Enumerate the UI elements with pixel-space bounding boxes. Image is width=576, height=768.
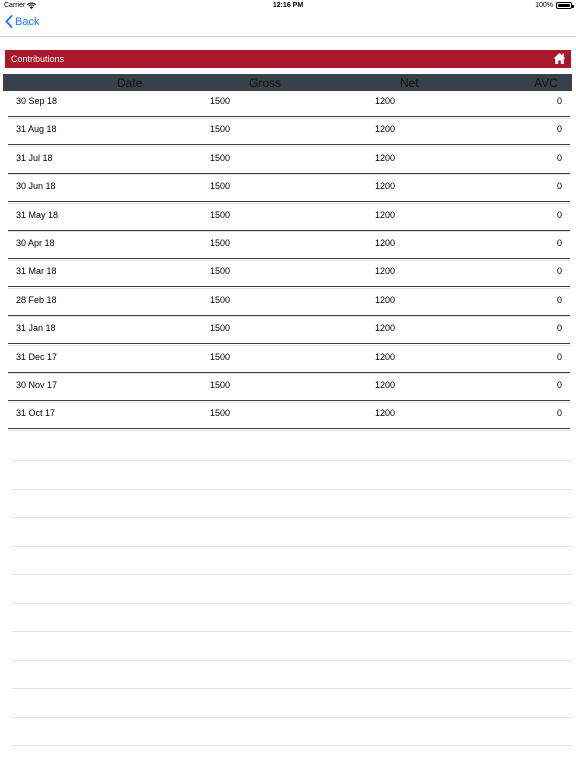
cell-date: 31 Aug 18	[16, 124, 57, 135]
cell-avc: 0	[557, 380, 563, 390]
empty-row-divider	[12, 574, 572, 575]
back-label: Back	[15, 15, 40, 28]
back-button[interactable]	[5, 15, 39, 28]
cell-net: 1200	[375, 323, 396, 334]
cell-avc: 0	[557, 351, 563, 362]
home-icon[interactable]	[553, 52, 566, 65]
cell-date: 31 Jan 18	[16, 323, 56, 334]
status-bar	[0, 0, 576, 12]
cell-date: 31 Jul 18	[16, 152, 53, 163]
column-header-avc: AVC	[534, 76, 558, 90]
contributions-banner	[5, 50, 571, 68]
cell-avc: 0	[557, 294, 563, 305]
empty-row-divider	[12, 688, 572, 689]
cell-gross: 1500	[210, 238, 231, 248]
cell-gross: 1500	[210, 323, 231, 334]
table-row[interactable]	[0, 230, 576, 258]
empty-row-divider	[12, 489, 572, 490]
cell-net: 1200	[375, 209, 396, 220]
table-row[interactable]	[0, 202, 576, 230]
empty-row-divider	[12, 460, 572, 461]
cell-date: 31 Mar 18	[16, 266, 57, 277]
cell-gross: 1500	[210, 209, 231, 220]
cell-date: 31 Oct 17	[16, 408, 56, 419]
cell-gross: 1500	[210, 152, 231, 163]
table-row[interactable]	[0, 344, 576, 372]
cell-avc: 0	[557, 266, 563, 277]
cell-net: 1200	[375, 408, 396, 419]
cell-gross: 1500	[210, 351, 231, 362]
cell-gross: 1500	[210, 181, 231, 192]
cell-net: 1200	[375, 152, 396, 163]
empty-row-divider	[12, 517, 572, 518]
battery-indicator	[535, 2, 572, 9]
empty-row-divider	[12, 660, 572, 661]
chevron-left-icon	[5, 15, 13, 28]
cell-net: 1200	[375, 351, 396, 362]
cell-net: 1200	[375, 266, 396, 277]
table-row[interactable]	[0, 145, 576, 173]
cell-avc: 0	[557, 408, 563, 419]
cell-avc: 0	[557, 181, 563, 192]
cell-date: 30 Jun 18	[16, 181, 56, 192]
empty-row-divider	[12, 745, 572, 746]
battery-icon	[556, 2, 572, 9]
cell-date: 30 Sep 18	[16, 96, 58, 106]
table-row[interactable]	[0, 258, 576, 286]
cell-avc: 0	[557, 152, 563, 163]
cell-avc: 0	[557, 96, 563, 106]
column-header-date: Date	[117, 76, 143, 90]
cell-net: 1200	[375, 96, 396, 106]
table-row[interactable]	[0, 287, 576, 315]
cell-net: 1200	[375, 124, 396, 135]
cell-date: 31 May 18	[16, 209, 59, 220]
cell-gross: 1500	[210, 294, 231, 305]
table-row[interactable]	[0, 400, 576, 428]
cell-gross: 1500	[210, 96, 231, 106]
battery-percent: 100%	[535, 2, 553, 9]
cell-net: 1200	[375, 380, 396, 390]
column-header-gross: Gross	[249, 76, 282, 90]
empty-row-divider	[12, 546, 572, 547]
cell-date: 30 Nov 17	[16, 380, 58, 390]
empty-row-divider	[12, 717, 572, 718]
table-row[interactable]	[0, 116, 576, 144]
cell-net: 1200	[375, 238, 396, 248]
status-time: 12:16 PM	[272, 2, 304, 9]
carrier-label: Carrier	[4, 2, 26, 9]
table-row[interactable]	[0, 315, 576, 343]
cell-gross: 1500	[210, 408, 231, 419]
cell-date: 28 Feb 18	[16, 294, 57, 305]
row-divider	[8, 430, 570, 431]
page-title: Contributions	[11, 54, 65, 64]
empty-row-divider	[12, 603, 572, 604]
table-row[interactable]	[0, 173, 576, 201]
cell-avc: 0	[557, 238, 563, 248]
cell-avc: 0	[557, 209, 563, 220]
cell-date: 31 Dec 17	[16, 351, 58, 362]
cell-gross: 1500	[210, 380, 231, 390]
cell-avc: 0	[557, 323, 563, 334]
cell-gross: 1500	[210, 266, 231, 277]
cell-net: 1200	[375, 294, 396, 305]
column-header-net: Net	[400, 76, 419, 90]
navigation-bar	[0, 12, 576, 37]
cell-gross: 1500	[210, 124, 231, 135]
cell-date: 30 Apr 18	[16, 238, 55, 248]
cell-net: 1200	[375, 181, 396, 192]
table-row[interactable]	[0, 88, 576, 116]
table-row[interactable]	[0, 372, 576, 400]
cell-avc: 0	[557, 124, 563, 135]
empty-row-divider	[12, 631, 572, 632]
